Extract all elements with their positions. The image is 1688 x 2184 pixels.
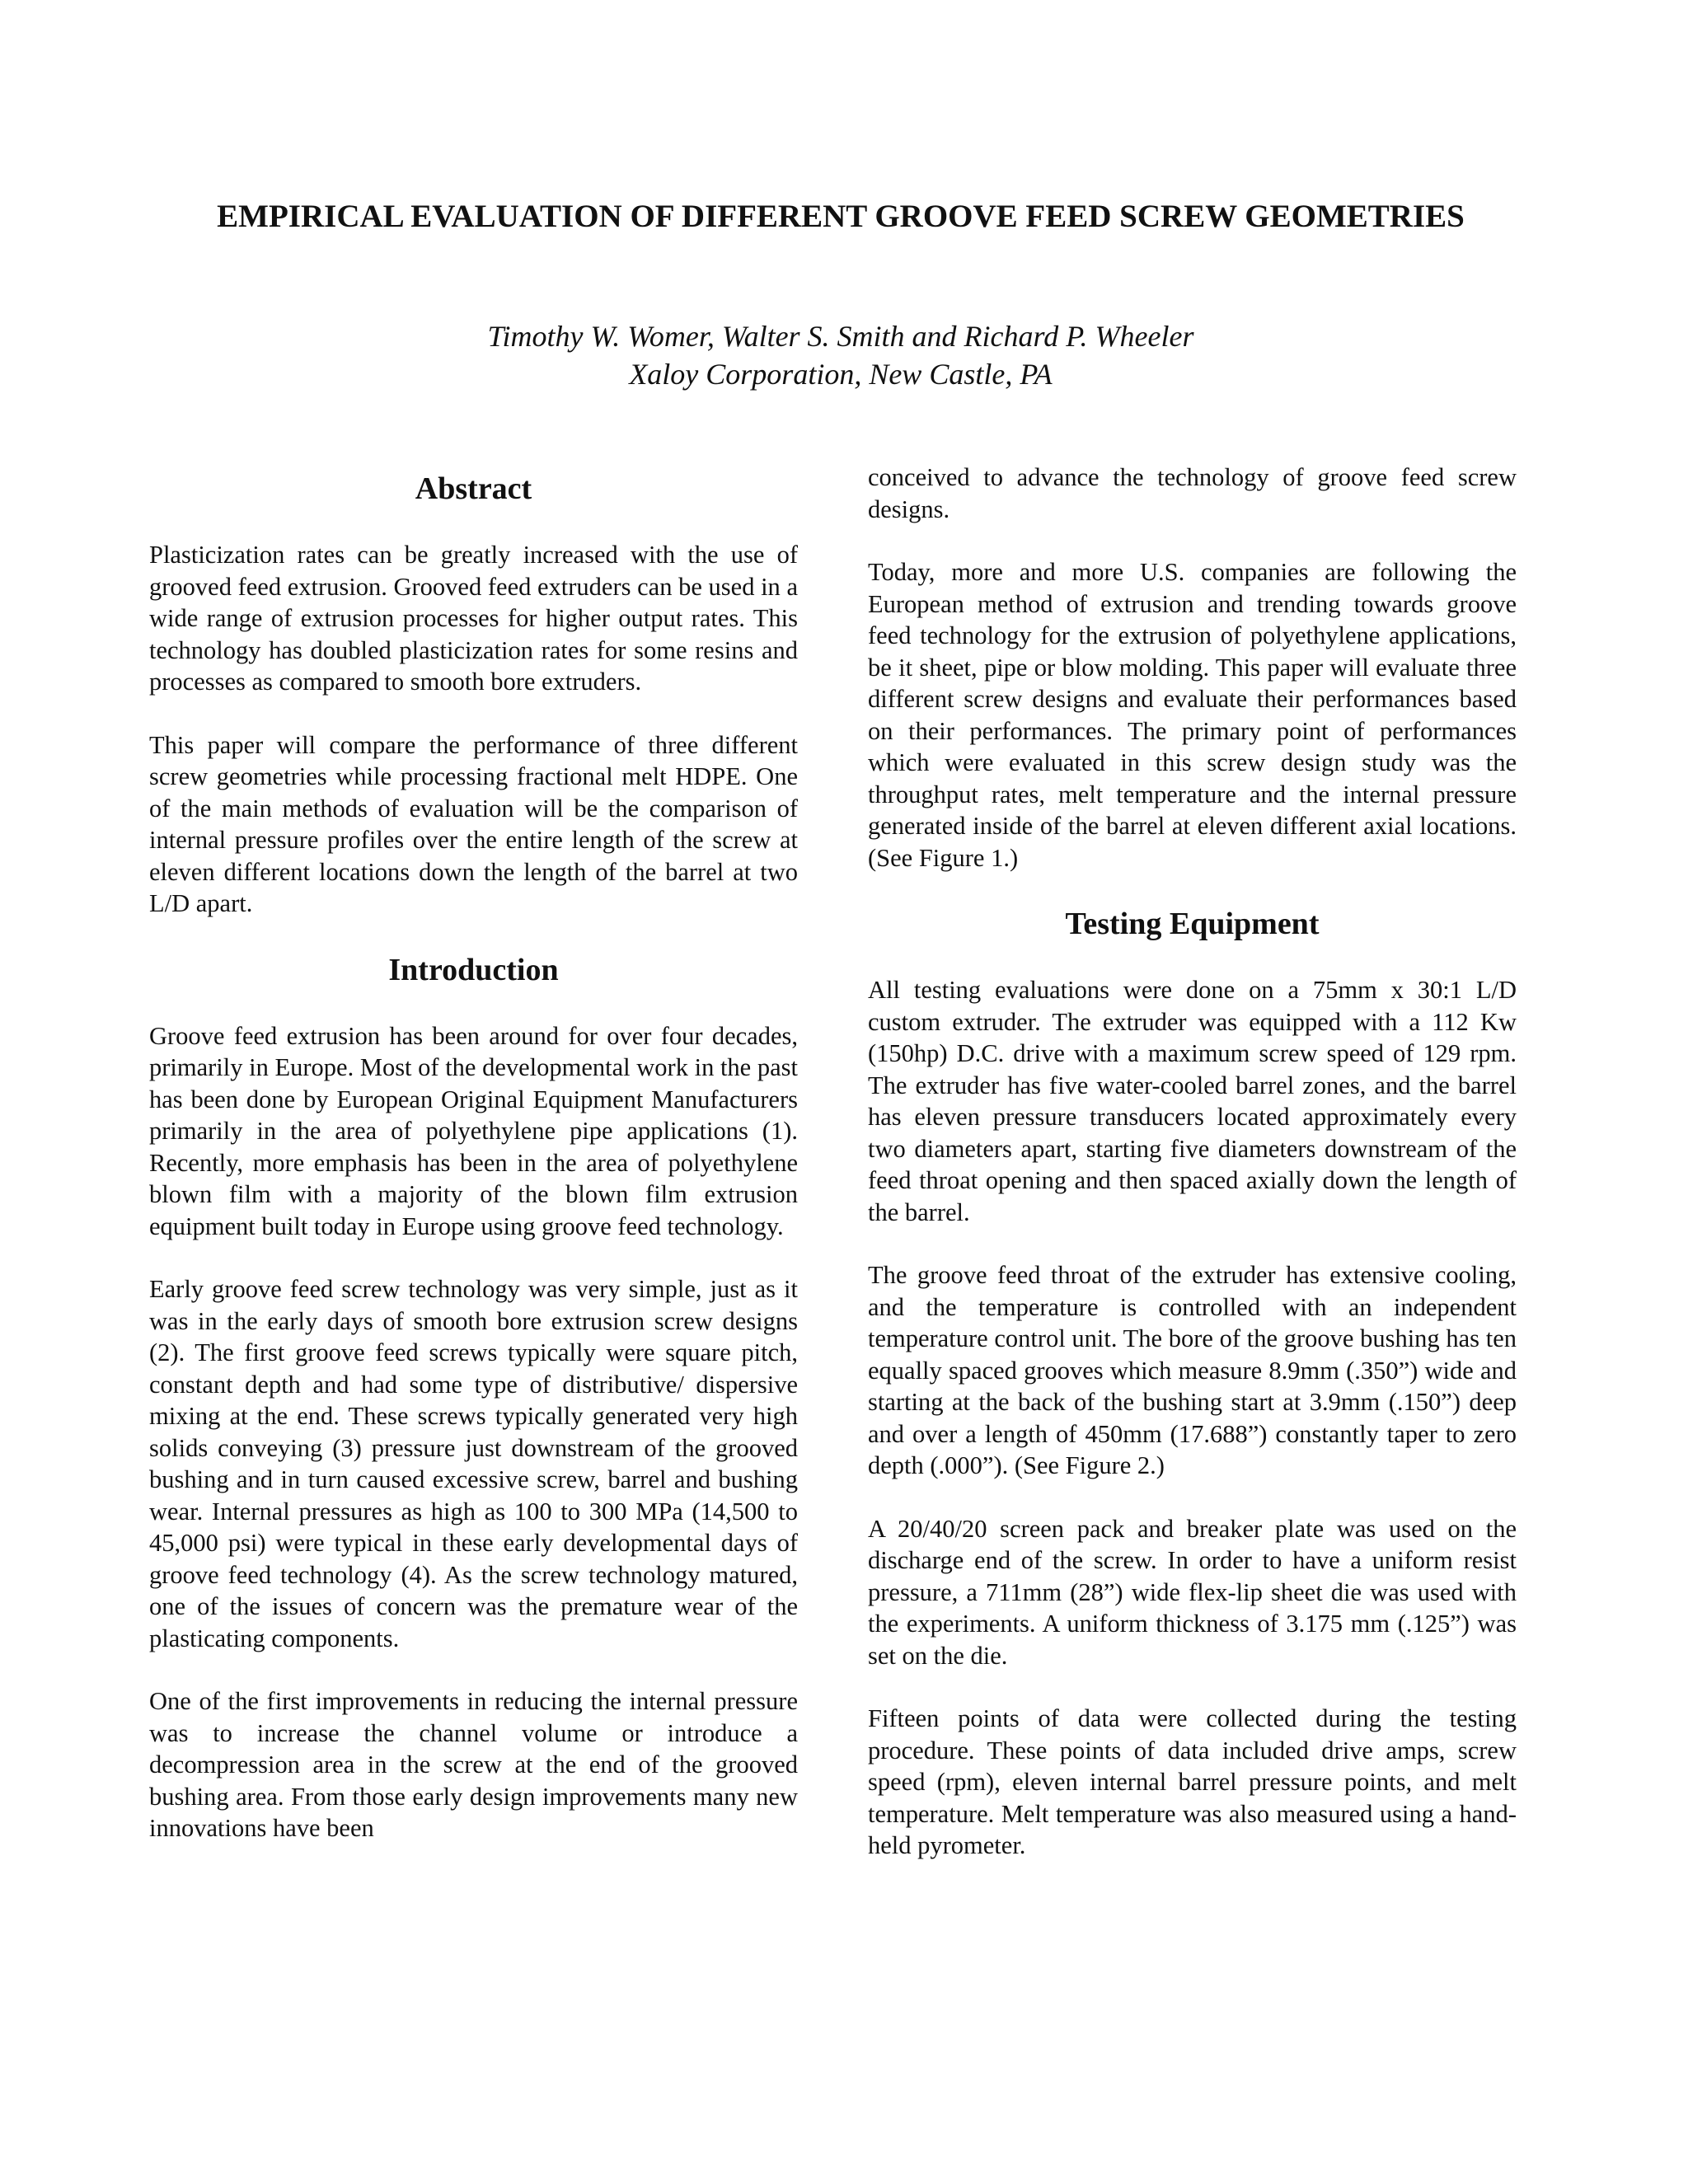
left-column [149,462,798,1876]
testing-equipment-paragraph: The groove feed throat of the extruder has extensive cooling, and the temperature is controlled with an independent temperature control unit. The bore of the groove bushing has ten equally spaced grooves which measure 8.9mm (.350”) wide and starting at the back of the bushing start at 3.9mm (.150”) deep and over a length of 450mm (17.688”) constantly taper to zero depth (.000”). (See Figure 2.) [868,1261,1517,1479]
author-block [148,317,1533,393]
author-affiliation: Xaloy Corporation, New Castle, PA [629,358,1053,391]
introduction-paragraph: One of the first improvements in reducing the internal pressure was to increase the channel volume or introduce a decompression area in the screw at the end of the grooved bushing area. From those early design improvements many new innovations have been [149,1687,798,1842]
introduction-paragraph: Early groove feed screw technology was very simple, just as it was in the early days of smooth bore extrusion screw designs (2). The first groove feed screws typically were square pitch, constant depth and had some type of distributive/ dispersive mixing at the end. These screws typically generated very high solids conveying (3) pressure just downstream of the grooved bushing and in turn caused excessive screw, barrel and bushing wear. Internal pressures as high as 100 to 300 MPa (14,500 to 45,000 psi) were typical in these early developmental days of groove feed technology (4). As the screw technology matured, one of the issues of concern was the premature wear of the plasticating components. [149,1275,798,1652]
author-names: Timothy W. Womer, Walter S. Smith and Richard P. Wheeler [487,320,1194,353]
introduction-paragraph: Today, more and more U.S. companies are following the European method of extrusion and trending towards groove feed technology for the extrusion of polyethylene applications, be it sheet, pipe or blow molding. This paper will evaluate three different screw designs and evaluate their performances based on their performances. The primary point of performances which were evaluated in this screw design study was the throughput rates, melt temperature and the internal pressure generated inside of the barrel at eleven different axial locations. (See Figure 1.) [868,558,1517,872]
abstract-heading: Abstract [415,471,532,506]
introduction-paragraph: Groove feed extrusion has been around for over four decades, primarily in Europe. Most of the developmental work in the past has been done by European Original Equipment Manufacturers primarily in the area of polyethylene pipe applications (1). Recently, more emphasis has been in the area of polyethylene blown film with a majority of the blown film extrusion equipment built today in Europe using groove feed technology. [149,1021,798,1240]
introduction-paragraph: conceived to advance the technology of groove feed screw designs. [868,463,1517,523]
abstract-paragraph: Plasticization rates can be greatly increased with the use of grooved feed extrusion. Grooved feed extruders can be used in a wide range of extrusion processes for higher output rates. This technology has doubled plasticization rates for some resins and processes as compared to smooth bore extruders. [149,541,798,696]
abstract-paragraph: This paper will compare the performance of three different screw geometries while processing fractional melt HDPE. One of the main methods of evaluation will be the comparison of internal pressure profiles over the entire length of the screw at eleven different locations down the length of the barrel at two L/D apart. [149,730,798,917]
introduction-heading: Introduction [388,952,559,987]
paper-title: EMPIRICAL EVALUATION OF DIFFERENT GROOVE FEED SCREW GEOMETRIES [217,199,1465,234]
testing-equipment-heading: Testing Equipment [1065,907,1320,941]
right-column [868,462,1517,1893]
testing-equipment-paragraph: All testing evaluations were done on a 75mm x 30:1 L/D custom extruder. The extruder was equipped with a 112 Kw (150hp) D.C. drive with a maximum screw speed of 129 rpm. The extruder has five water-cooled barrel zones, and the barrel has eleven pressure transducers located approximately every two diameters apart, starting five diameters downstream of the feed throat opening and then spaced axially down the length of the barrel. [868,976,1517,1226]
testing-equipment-paragraph: Fifteen points of data were collected during the testing procedure. These points of data included drive amps, screw speed (rpm), eleven internal barrel pressure points, and melt temperature. Melt temperature was also measured using a hand-held pyrometer. [868,1704,1517,1859]
testing-equipment-paragraph: A 20/40/20 screen pack and breaker plate was used on the discharge end of the screw. In order to have a uniform resist pressure, a 711mm (28”) wide flex-lip sheet die was used with the experiments. A uniform thickness of 3.175 mm (.125”) was set on the die. [868,1514,1517,1670]
